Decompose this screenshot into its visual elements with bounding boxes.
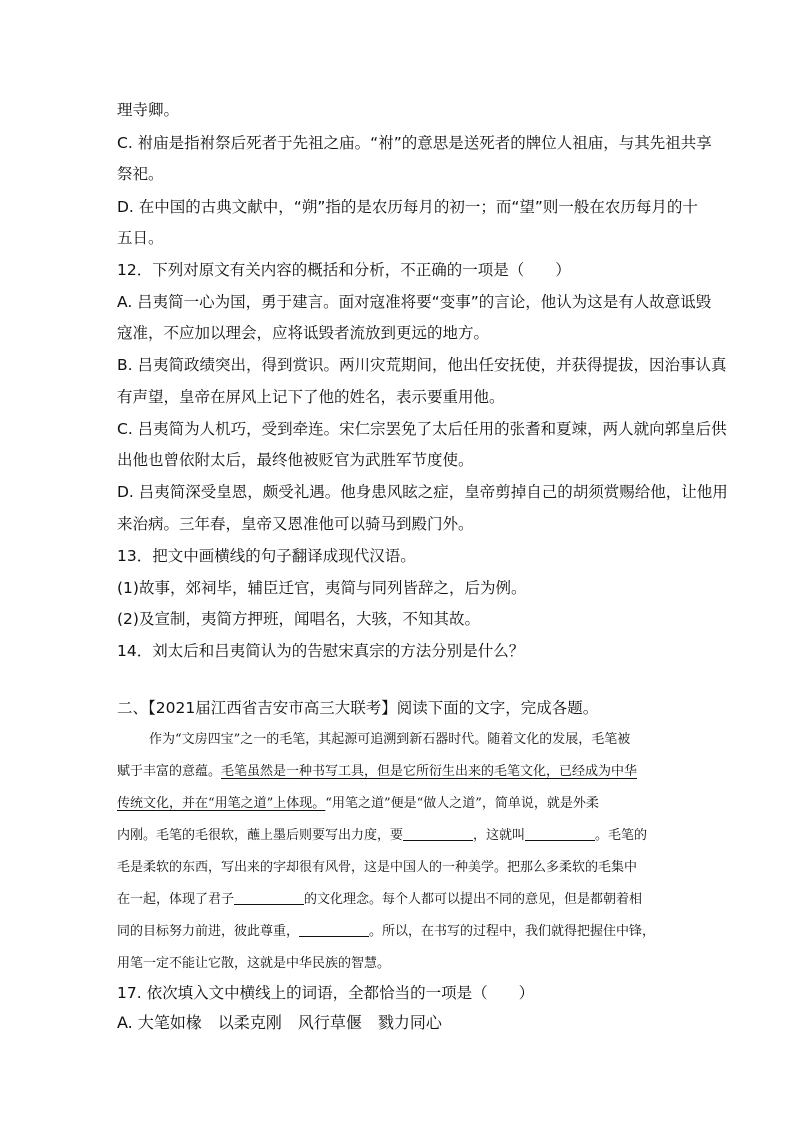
option-a-text: A. 吕夷简一心为国，勇于建言。面对寇准将要“变事”的言论，他认为这是有人故意诋毁 — [117, 293, 712, 311]
text-line: 有声望，皇帝在屏风上记下了他的姓名，表示要重用他。 — [117, 388, 505, 406]
text-line: 祭祀。 — [117, 165, 164, 183]
passage-text: 的文化理念。每个人都可以提出不同的意见，但是都朝着相 — [304, 892, 643, 907]
passage-line — [117, 890, 682, 910]
passage-text: 。毛笔的 — [595, 828, 648, 843]
question-12: 12．下列对原文有关内容的概括和分析，不正确的一项是（ ） — [117, 261, 571, 279]
passage-text: 赋于丰富的意蕴。 — [117, 764, 222, 779]
passage-line — [117, 762, 682, 782]
text-line: 寇准，不应加以理会，应将诋毁者流放到更远的地方。 — [117, 324, 490, 342]
option-d-text: D. 在中国的古典文献中，“朔”指的是农历每月的初一；而“望”则一般在农历每月的十 — [117, 198, 698, 216]
translation-item-2: (2)及宣制，夷简方押班，闻唱名，大骇，不知其故。 — [117, 610, 480, 628]
text-line: 理寺卿。 — [117, 101, 180, 119]
option-b-text: B. 吕夷简政绩突出，得到赏识。两川灾荒期间，他出任安抚使，并获得提拔，因治事认真 — [117, 356, 727, 374]
fill-blank[interactable] — [299, 922, 369, 937]
passage-text: 同的目标努力前进，彼此尊重， — [117, 924, 300, 939]
underlined-sentence: 传统文化，并在“用笔之道”上体现。 — [117, 796, 326, 811]
question-17: 17. 依次填入文中横线上的词语，全都恰当的一项是（ ） — [117, 984, 535, 1002]
text-line: 五日。 — [117, 229, 164, 247]
text-line: 出他也曾依附太后，最终他被贬官为武胜军节度使。 — [117, 451, 474, 469]
passage-text: “用笔之道”便是“做人之道”，简单说，就是外柔 — [325, 796, 599, 811]
passage-text: ，这就叫 — [473, 828, 526, 843]
option-c-text: C. 祔庙是指祔祭后死者于先祖之庙。“祔”的意思是送死者的牌位人祖庙，与其先祖共享 — [117, 134, 712, 152]
option-d-text: D. 吕夷简深受皇恩，颇受礼遇。他身患风眩之症，皇帝剪掉自己的胡须赏赐给他，让他用 — [117, 483, 728, 501]
passage-line: 作为“文房四宝”之一的毛笔，其起源可追溯到新石器时代。随着文化的发展，毛笔被 — [149, 732, 631, 747]
passage-text: 内刚。毛笔的毛很软，蘸上墨后则要写出力度，要 — [117, 828, 404, 843]
passage-line: 用笔一定不能让它散，这就是中华民族的智慧。 — [117, 956, 391, 971]
question-14: 14．刘太后和吕夷简认为的告慰宋真宗的方法分别是什么？ — [117, 642, 525, 660]
passage-line — [117, 826, 682, 846]
option-a-text: A. 大笔如椽 以柔克刚 风行草偃 戮力同心 — [117, 1013, 442, 1032]
translation-item-1: (1)故事，郊祠毕，辅臣迁官，夷简与同列皆辞之，后为例。 — [117, 579, 527, 597]
fill-blank[interactable] — [234, 890, 304, 905]
passage-line — [117, 922, 682, 942]
passage-text: 在一起，体现了君子 — [117, 892, 235, 907]
section-heading: 二、【2021届江西省吉安市高三大联考】阅读下面的文字，完成各题。 — [117, 699, 599, 717]
text-line: 来治病。三年春，皇帝又恩准他可以骑马到殿门外。 — [117, 515, 474, 533]
fill-blank[interactable] — [403, 826, 473, 841]
question-13: 13．把文中画横线的句子翻译成现代汉语。 — [117, 547, 416, 565]
underlined-sentence: 毛笔虽然是一种书写工具，但是它所衍生出来的毛笔文化，已经成为中华 — [221, 764, 638, 779]
passage-text: 。所以，在书写的过程中，我们就得把握住中锋， — [369, 924, 656, 939]
passage-line: 毛是柔软的东西，写出来的字却很有风骨，这是中国人的一种美学。把那么多柔软的毛集中 — [117, 860, 638, 875]
passage-line — [117, 794, 682, 814]
fill-blank[interactable] — [525, 826, 595, 841]
option-c-text: C. 吕夷简为人机巧，受到牵连。宋仁宗罢免了太后任用的张耆和夏竦，两人就向郭皇后供 — [117, 420, 727, 438]
